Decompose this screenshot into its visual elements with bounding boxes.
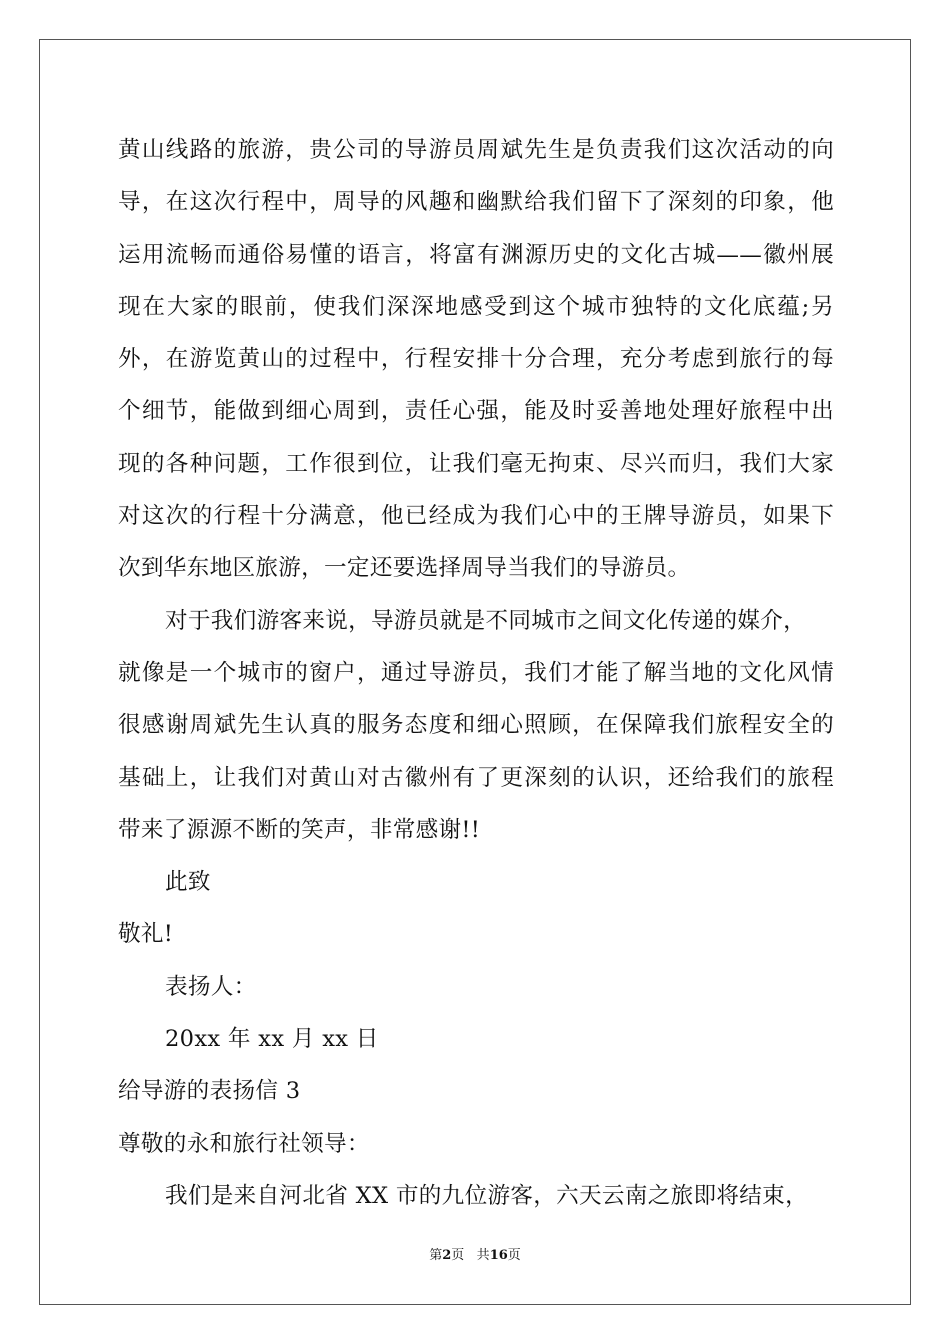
text-line: 现的各种问题，工作很到位，让我们毫无拘束、尽兴而归，我们大家: [118, 450, 834, 477]
page-footer: [0, 1247, 950, 1265]
letter-date: 20xx 年 xx 月 xx 日: [165, 1026, 379, 1053]
text-line: 基础上，让我们对黄山对古徽州有了更深刻的认识，还给我们的旅程: [118, 764, 834, 791]
page-prefix: 第: [429, 1248, 443, 1263]
closing-salutation: 此致: [165, 869, 211, 896]
text-line: 导，在这次行程中，周导的风趣和幽默给我们留下了深刻的印象，他: [118, 189, 834, 216]
page-suffix: 页: [451, 1248, 465, 1263]
total-pages: 16: [489, 1248, 508, 1263]
paragraph-first-line: 我们是来自河北省 XX 市的九位游客，六天云南之旅即将结束，: [165, 1182, 808, 1209]
total-prefix: 共: [476, 1248, 490, 1263]
text-line: 个细节，能做到细心周到，责任心强，能及时妥善地处理好旅程中出: [118, 398, 834, 425]
text-line: 次到华东地区旅游，一定还要选择周导当我们的导游员。: [118, 555, 691, 582]
text-line: 黄山线路的旅游，贵公司的导游员周斌先生是负责我们这次活动的向: [118, 137, 834, 163]
text-line: 现在大家的眼前，使我们深深地感受到这个城市独特的文化底蕴;另: [118, 293, 834, 320]
section-title: 给导游的表扬信 3: [118, 1078, 301, 1105]
document-body: [118, 124, 834, 1222]
text-line: 就像是一个城市的窗户，通过导游员，我们才能了解当地的文化风情: [118, 659, 834, 686]
closing-respect: 敬礼!: [118, 921, 174, 948]
total-suffix: 页: [507, 1248, 521, 1263]
text-line: 对这次的行程十分满意，他已经成为我们心中的王牌导游员，如果下: [118, 503, 834, 530]
text-line: 带来了源源不断的笑声，非常感谢!!: [118, 816, 481, 843]
signature-label: 表扬人：: [165, 973, 257, 1000]
text-line: 外，在游览黄山的过程中，行程安排十分合理，充分考虑到旅行的每: [118, 346, 834, 373]
letter-greeting: 尊敬的永和旅行社领导：: [118, 1130, 370, 1157]
paragraph-first-line: 对于我们游客来说，导游员就是不同城市之间文化传递的媒介，: [165, 607, 807, 634]
text-line: 运用流畅而通俗易懂的语言，将富有渊源历史的文化古城——徽州展: [118, 241, 834, 268]
page-number: 2: [442, 1248, 452, 1263]
text-line: 很感谢周斌先生认真的服务态度和细心照顾，在保障我们旅程安全的: [118, 712, 834, 739]
